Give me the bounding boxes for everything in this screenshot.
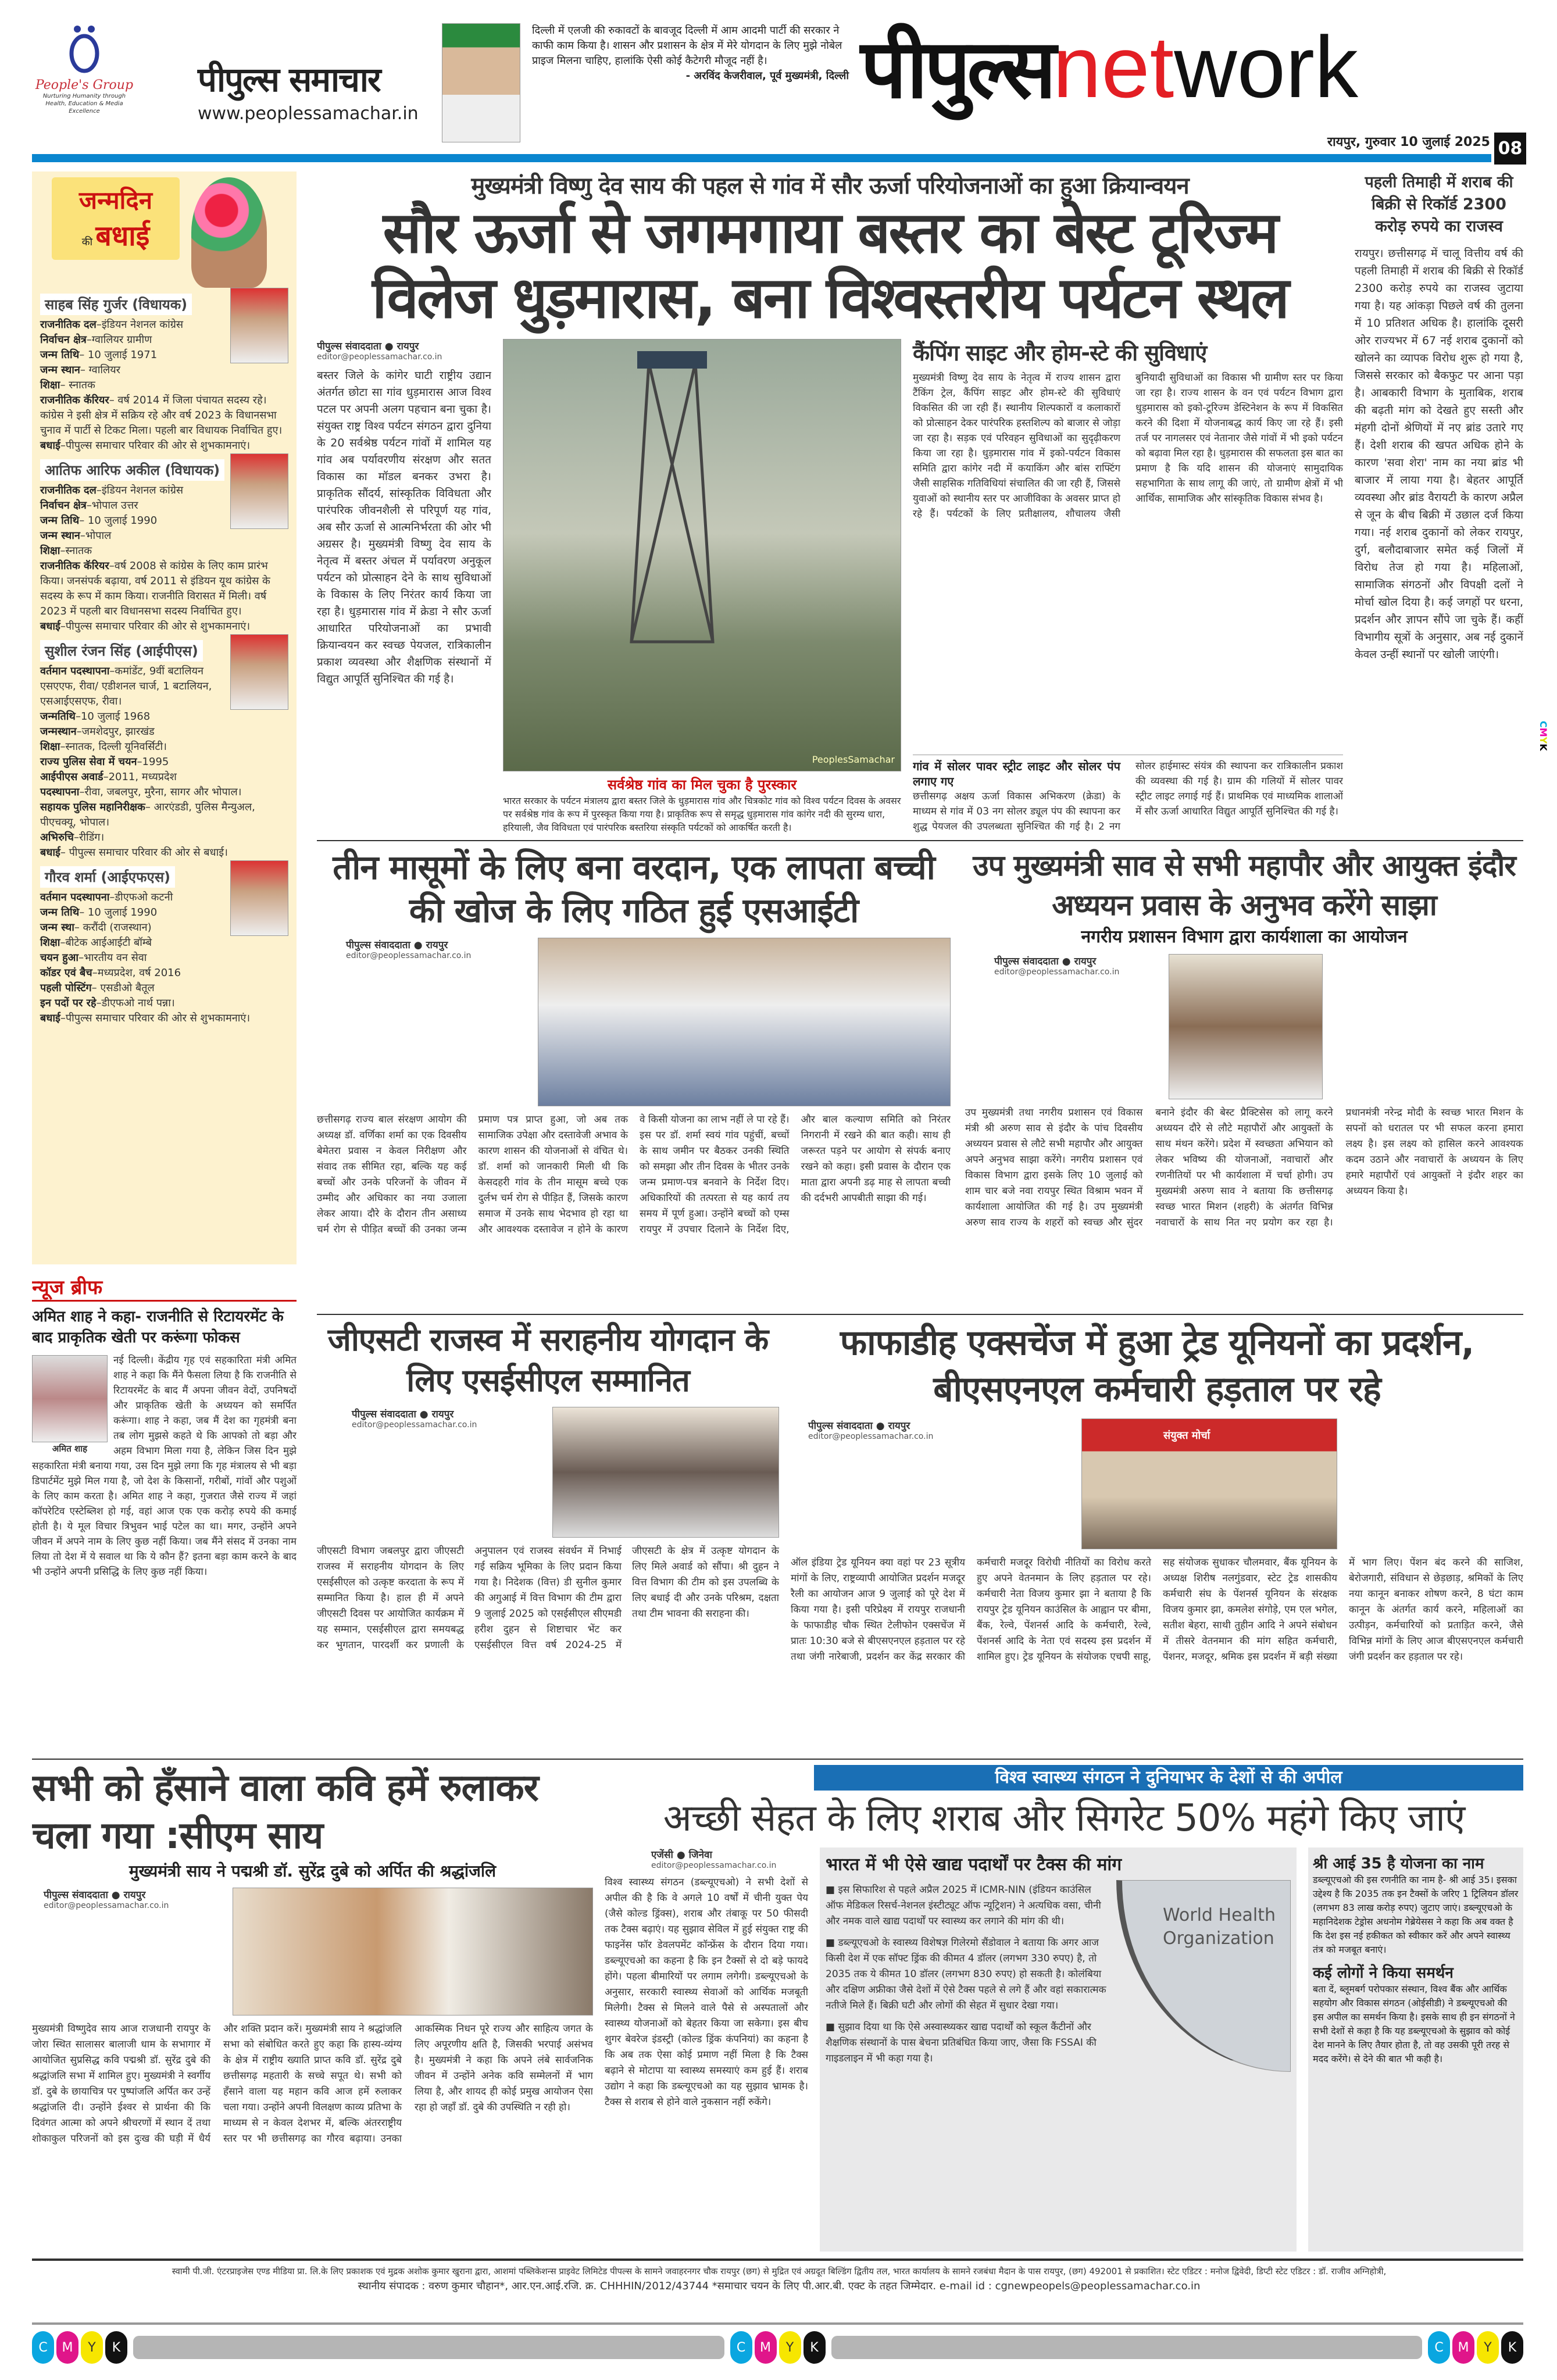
gst-photo — [552, 1407, 779, 1538]
lead-body: बस्तर जिले के कांगेर घाटी राष्ट्रीय उद्यान अंतर्गत छोटा सा गांव धुड़मारास आज विश्व पटल पर अपनी अलग पहचान बना चुका है। संयुक्त राष्ट्र विश्व पर्यटन संगठन द्वारा दुनिया के 20 सर्वश्रेष्ठ पर्यटन गांवों में शामिल यह गांव अब पर्यावरणीय संरक्षण और सतत विकास का मॉडल बनकर उभरा है। प्राकृतिक सौंदर्य, सांस्कृतिक विविधता और पारंपरिक जीवनशैली से परिपूर्ण यह गांव, अब सौर ऊर्जा से आत्मनिर्भरता की ओर भी अग्रसर है। मुख्यमंत्री विष्णु देव साय के नेतृत्व में बस्तर अंचल में पर्यावरण अनुकूल पर्यटन को प्रोत्साहन देने के साथ सुविधाओं के विकास के लिए निरंतर कार्य किया जा रहा है। धुड़मारास गांव में क्रेडा ने सौर ऊर्जा आधारित परियोजनाओं का प्रभावी क्रियान्वयन कर स्वच्छ पेयजल, रात्रिकालीन प्रकाश व्यवस्था और शैक्षणिक संस्थानों में विद्युत आपूर्ति सुनिश्चित की गई है। — [317, 369, 491, 685]
mayor-story — [965, 846, 1523, 1308]
byline-text: पीपुल्स संवाददाता ● रायपुर — [994, 956, 1097, 967]
caption-text: भारत सरकार के पर्यटन मंत्रालय द्वारा बस्तर जिले के धुड़मारास गांव और चित्रकोट गांव को विश्व पर्यटन दिवस के अवसर पर सर्वश्रेष्ठ गांव के रूप में पुरस्कृत किया गया है। प्राकृतिक रूप से समृद्ध धुड़मारास गांव कांगेर नदी की सुरम्य धारा, हरियाली, जैव विविधता एवं पारंपरिक बस्तरिया संस्कृति पर्यटकों को आकर्षित करती है। — [503, 795, 901, 833]
bsnl-story — [791, 1320, 1523, 1753]
lead-sub2-body: छत्तीसगढ़ अक्षय ऊर्जा विकास अभिकरण (क्रेडा) के माध्यम से गांव में 03 नग सोलर ड्यूल पंप की स्थापना कर शुद्ध पेयजल की उपलब्धता सुनिश्चित की गई है। 2 नग सोलर हाईमास्ट संयंत्र की स्थापना कर रात्रिकालीन प्रकाश की व्यवस्था की गई है। ग्राम की गलियों में सोलर पावर स्ट्रीट लाइट लगाई गई हैं। प्राथमिक एवं माध्यमिक शालाओं में सौर ऊर्जा आधारित विद्युत आपूर्ति सुनिश्चित की गई है। — [913, 760, 1343, 832]
sit-headline: तीन मासूमों के लिए बना वरदान, एक लापता बच्ची की खोज के लिए गठित हुई एसआईटी — [333, 848, 935, 930]
group-logo-text: People's Group — [35, 78, 134, 92]
who-box-title: भारत में भी ऐसे खाद्य पदार्थों पर टैक्स की मांग — [826, 1854, 1122, 1875]
reg-m: M — [1538, 727, 1549, 737]
imprint-line-1: स्वामी पी.जी. एंटरप्राइजेस एण्ड मीडिया प्रा. लि.के लिए प्रकाशक एवं मुद्रक अशोक कुमार खुराना द्वारा, आशमां पब्लिकेशन्स प्राइवेट लिमिटेड पीपल्स के सामने जवाहरनगर चौक रायपुर (छग) से मुद्रित एवं अग्रदूत बिल्डिंग द्वितीय तल, भारत कार्यालय के सामने रजबंधा मैदान के पास रायपुर, (छग) 492001 से प्रकाशित। स्टेट एडिटर : मनोज द्विवेदी, डिप्टी स्टेट एडिटर : डॉ. राजीव अग्निहोत्री, — [172, 2266, 1387, 2277]
birthday-line: बधाई–पीपुल्स समाचार परिवार की ओर से शुभकामनाएं। — [40, 439, 251, 452]
birthday-line: जन्म स्था– करौंदी (राजस्थान) — [40, 921, 152, 934]
byline-text: पीपुल्स संवाददाता ● रायपुर — [317, 341, 419, 352]
birthday-entry — [40, 860, 288, 1026]
byline-text: पीपुल्स संवाददाता ● रायपुर — [346, 939, 448, 951]
sit-body — [317, 1112, 951, 1308]
birthday-line: राजनीतिक कॅरियर– वर्ष 2014 में जिला पंचायत सदस्य रहे। कांग्रेस ने इसी क्षेत्र में सक्रिय रहे और वर्ष 2023 के विधानसभा चुनाव में पार्टी से टिकट मिला। पहली बार विधायक निर्वाचित हुए। — [40, 394, 283, 437]
imprint-line-2: स्थानीय संपादक : वरुण कुमार चौहान*, आर.एन.आई.रजि. क्र. CHHHIN/2012/43744 *समाचार चयन के लिए पी.आर.बी. एक्ट के तहत जिम्मेदार. e-mail id : cgnewpeopels@peoplessamachar.co.in — [358, 2280, 1201, 2292]
who-side-title: श्री आई 35 है योजना का नाम — [1313, 1855, 1484, 1872]
byline-email: editor@peoplessamachar.co.in — [352, 1420, 477, 1430]
liquor-story — [1355, 171, 1523, 834]
paper-website: www.peoplessamachar.in — [198, 103, 419, 124]
lead-headline-2: विलेज धुड़मारास, बना विश्वस्तरीय पर्यटन स्थल — [372, 265, 1288, 331]
birthday-line: बधाई–पीपुल्स समाचार परिवार की ओर से शुभकामनाएं। — [40, 620, 251, 632]
group-logo-icon — [67, 23, 102, 76]
dateline: रायपुर, गुरुवार 10 जुलाई 2025 — [1327, 135, 1490, 149]
cmyk-mark: C M Y K — [1428, 2331, 1523, 2364]
birthday-line: बधाई– पीपुल्स समाचार परिवार की ओर से बधाई। — [40, 846, 228, 859]
birthday-line: शिक्षा– स्नातक — [40, 379, 95, 391]
mayor-byline — [965, 954, 1157, 1099]
flower-bouquet-icon — [191, 177, 267, 288]
birthday-line: शिक्षा–बीटेक आईआईटी बॉम्बे — [40, 937, 152, 949]
who-box — [820, 1847, 1297, 2252]
birthday-name: गौरव शर्मा (आईएफएस) — [40, 866, 175, 888]
masthead-hindi: पीपुल्स — [860, 22, 1053, 117]
birthday-title-bottom: बधाई — [95, 220, 150, 252]
paper-logo — [198, 55, 419, 124]
birthday-line: राज्य पुलिस सेवा में चयन–1995 — [40, 756, 169, 768]
who-side-title2: कई लोगों ने किया समर्थन — [1313, 1964, 1454, 1982]
quote-box — [532, 23, 849, 84]
sit-byline — [317, 938, 526, 1106]
birthday-line: इन पदों पर रहे–डीएफओ नार्थ पन्ना। — [40, 997, 175, 1009]
bsnl-headline: फाफाडीह एक्सचेंज में हुआ ट्रेड यूनियनों का प्रदर्शन, बीएसएनएल कर्मचारी हड़ताल पर रहे — [840, 1323, 1474, 1410]
cmyk-side-mark — [1538, 721, 1549, 751]
news-brief — [32, 1273, 297, 1756]
byline-text: पीपुल्स संवाददाता ● रायपुर — [808, 1420, 910, 1432]
birthday-line: जन्मतिथि–10 जुलाई 1968 — [40, 710, 151, 723]
gst-byline — [317, 1407, 541, 1538]
who-headline: अच्छी सेहत के लिए शराब और सिगरेट 50% महंगे किए जाएं — [663, 1797, 1465, 1840]
birthday-line: जन्मस्थान–जमशेदपुर, झारखंड — [40, 726, 155, 738]
birthday-list — [40, 288, 288, 1026]
sit-photo — [538, 938, 951, 1106]
birthday-line: पदस्थापना–रीवा, जबलपुर, मुरैना, सागर और भोपाल। — [40, 786, 242, 798]
who-main-body — [605, 1875, 808, 2252]
birthday-line: बधाई–पीपुल्स समाचार परिवार की ओर से शुभकामनाएं। — [40, 1012, 251, 1024]
caption-title: सर्वश्रेष्ठ गांव का मिल चुका है पुरस्कार — [607, 777, 797, 793]
amit-shah-photo — [32, 1355, 108, 1442]
page-number: 08 — [1494, 133, 1526, 165]
brief-body — [32, 1353, 297, 1756]
birthday-name: साहब सिंह गुर्जर (विधायक) — [40, 294, 192, 315]
liquor-headline: पहली तिमाही में शराब की बिक्री से रिकॉर्ड 2300 करोड़ रुपये का राजस्व — [1365, 173, 1513, 235]
cmyk-mark: C M Y K — [32, 2331, 127, 2364]
bsnl-banner-text: संयुक्त मोर्चा — [1163, 1430, 1210, 1442]
who-box-point: ■ डब्ल्यूएचओ के स्वास्थ्य विशेषज्ञ गिलेरमो सैंडोवाल ने बताया कि अगर आज किसी देश में एक सॉफ्ट ड्रिंक की कीमत 4 डॉलर (लगभग 330 रुपए) है, तो 2035 तक ये कीमत 10 डॉलर (लगभग 830 रुपए) हो सकती है। कोलंबिया और दक्षिण अफ्रीका जैसे देशों में ऐसे टैक्स पहले से लगे हैं और वहां सकारात्मक नतीजे मिले हैं। बिक्री घटी और लोगों की सेहत में सुधार देखा गया। — [826, 1937, 1106, 2011]
birthday-line: जन्म तिथि– 10 जुलाई 1971 — [40, 349, 158, 361]
birthday-name: सुशील रंजन सिंह (आईपीएस) — [40, 640, 203, 662]
birthday-line: कॉडर एवं बैच–मध्यप्रदेश, वर्ष 2016 — [40, 967, 181, 979]
footer-imprint — [35, 2264, 1523, 2295]
birthday-entry — [40, 288, 288, 453]
gst-story — [317, 1320, 779, 1753]
byline-email: editor@peoplessamachar.co.in — [44, 1901, 169, 1910]
birthday-line: शिक्षा–स्नातक, दिल्ली यूनिवर्सिटी। — [40, 741, 167, 753]
lead-caption — [503, 775, 901, 834]
who-banner: विश्व स्वास्थ्य संगठन ने दुनियाभर के देशों से की अपील — [814, 1765, 1523, 1791]
news-brief-label: न्यूज ब्रीफ — [32, 1273, 297, 1302]
who-box-point: ■ इस सिफारिश से पहले अप्रैल 2025 में ICMR-NIN (इंडियन काउंसिल ऑफ मेडिकल रिसर्च-नेशनल इंस्टीट्यूट ऑफ न्यूट्रिशन) ने अत्यधिक वसा, चीनी और नमक वाले खाद्य पदार्थों पर स्वास्थ्य कर लगाने की मांग की थी। — [826, 1884, 1101, 1927]
group-tagline: Nurturing Humanity through Health, Education & Media Excellence — [42, 93, 126, 115]
solar-tower-icon — [503, 340, 901, 665]
blue-band — [32, 154, 1491, 162]
lead-headline-1: सौर ऊर्जा से जगमगाया बस्तर का बेस्ट टूरिज्म — [383, 200, 1277, 266]
birthday-line: चयन हुआ–भारतीय वन सेवा — [40, 952, 147, 964]
birthday-title-mid: की — [81, 236, 93, 248]
bsnl-body-text: ऑल इंडिया ट्रेड यूनियन क्या वहां पर 23 सूत्रीय मांगों के लिए, राष्ट्रव्यापी आयोजित प्रदर्शन मजदूर रैली का आयोजन आज 9 जुलाई को पूरे देश में किया गया है। इसी परिप्रेक्ष्य में रायपुर राजधानी के फाफाडीह चौक स्थित टेलीफोन एक्सचेंज में प्रातः 10:30 बजे से बीएसएनएल हड़ताल पर रहे तथा जंगी नारेबाजी, प्रदर्शन कर केंद्र सरकार की कर्मचारी मजदूर विरोधी नीतियों का विरोध करते हुए अपने वेतनमान के लिए हड़ताल पर रहे। कर्मचारी नेता विजय कुमार झा ने बताया है कि रायपुर ट्रेड यूनियन काउंसिल के आह्वान पर बीमा, बैंक, रेल्वे, पेंशनर्स आदि के कर्मचारी, रेल्वे, पेंशनर्स आदि के नेता एवं सदस्य इस प्रदर्शन में शामिल हुए। ट्रेड यूनियन के संयोजक एचपी साहू, सह संयोजक सुधाकर चौलमवार, बैंक यूनियन के अध्यक्ष शिरीष नलगुंडवार, स्टेट ट्रेड शासकीय कर्मचारी संघ के पेंशनर्स यूनियन के संरक्षक विजय कुमार झा, कमलेश संगोड़े, एम एल भगेल, सतीश बेहरा, साथी तुहीन आदि ने अपने संबोधन में तीसरे वेतनमान की मांग सहित कर्मचारी, पेंशनर, मजदूर, श्रमिक इस प्रदर्शन में बड़ी संख्या में भाग लिए। पेंशन बंद करने की साजिश, बेरोजगारी, संविधान से छेड़छाड़, श्रमिकों के लिए नया कानून बनाकर शोषण करने, 8 घंटा काम कानून के अंतर्गत कार्य करने, महिलाओं का उत्पीड़न, कर्मचारियों को प्रताड़ित करने, जैसे विभिन्न मांगों के लिए आज बीएसएनएल कर्मचारी जंगी प्रदर्शन कर हड़ताल पर रहे। — [791, 1557, 1523, 1663]
who-box-point: ■ सुझाव दिया था कि ऐसे अस्वास्थ्यकर खाद्य पदार्थों को स्कूल कैंटीनों और शैक्षणिक संस्थानों के पास बेचना प्रतिबंधित किया जाए, जैसा कि FSSAI की गाइडलाइन में भी कहा गया है। — [826, 2021, 1097, 2064]
lead-sub2-title: गांव में सोलर पावर स्ट्रीट लाइट और सोलर पंप लगाए गए — [913, 759, 1120, 788]
byline-email: editor@peoplessamachar.co.in — [651, 1861, 777, 1870]
paper-name: पीपुल्स समाचार — [198, 60, 380, 99]
poet-headline: सभी को हँसाने वाला कवि हमें रुलाकर चला गया :सीएम साय — [32, 1767, 538, 1857]
mayor-body — [965, 1105, 1523, 1308]
bsnl-byline — [791, 1418, 1070, 1549]
byline-text: पीपुल्स संवाददाता ● रायपुर — [352, 1409, 454, 1420]
poet-body-text: मुख्यमंत्री विष्णुदेव साय आज राजधानी रायपुर के जोरा स्थित सालासर बालाजी धाम के सभागार में आयोजित सुप्रसिद्ध कवि पद्मश्री डॉ. सुरेंद्र दुबे की श्रद्धांजलि सभा में शामिल हुए। मुख्यमंत्री ने स्वर्गीय डॉ. दुबे के छायाचित्र पर पुष्पांजलि अर्पित कर उन्हें श्रद्धांजलि दी। उन्होंने ईश्वर से प्रार्थना की कि दिवंगत आत्मा को अपने श्रीचरणों में स्थान दें तथा शोकाकुल परिजनों को इस दुःख की घड़ी में धैर्य और शक्ति प्रदान करें। मुख्यमंत्री साय ने श्रद्धांजलि सभा को संबोधित करते हुए कहा कि हास्य-व्यंग्य के क्षेत्र में राष्ट्रीय ख्याति प्राप्त कवि डॉ. सुरेंद्र दुबे छत्तीसगढ़ महतारी के सच्चे सपूत थे। सभी को हँसाने वाला यह महान कवि आज हमें रुलाकर चला गया। उन्होंने अपनी विलक्षण काव्य प्रतिभा के माध्यम से न केवल देशभर में, बल्कि अंतरराष्ट्रीय स्तर पर भी छत्तीसगढ़ का गौरव बढ़ाया। उनका आकस्मिक निधन पूरे राज्य और साहित्य जगत के लिए अपूरणीय क्षति है, जिसकी भरपाई असंभव है। मुख्यमंत्री ने कहा कि अपने लंबे सार्वजनिक जीवन में उन्होंने अनेक कवि सम्मेलनों में भाग लिया है, और शायद ही कोई प्रमुख आयोजन ऐसा रहा हो जहाँ डॉ. दुबे की उपस्थिति न रही हो। — [32, 2023, 593, 2145]
gst-body-text: जीएसटी विभाग जबलपुर द्वारा जीएसटी राजस्व में सराहनीय योगदान के लिए एसईसीएल को उत्कृष्ट करदाता के रूप में सम्मानित किया है। हाल ही में अपने जीएसटी दिवस पर आयोजित कार्यक्रम में यह सम्मान, एसईसीएल द्वारा समयबद्ध कर भुगतान, पारदर्शी कर प्रणाली के अनुपालन एवं राजस्व संवर्धन में निभाई गई सक्रिय भूमिका के लिए प्रदान किया गया है। निदेशक (वित्त) डी सुनील कुमार की अगुआई में वित्त विभाग की टीम द्वारा 9 जुलाई 2025 को एसईसीएल सीएमडी हरीश दुहन से शिष्टाचार भेंट कर एसईसीएल वित्त वर्ष 2024-25 में जीएसटी के क्षेत्र में उत्कृष्ट योगदान के लिए मिले अवार्ड को सौंपा। श्री दुहन ने वित्त विभाग की टीम को इस उपलब्धि के लिए बधाई दी और उनके परिश्रम, दक्षता तथा टीम भावना की सराहना की। — [317, 1545, 779, 1651]
poet-subhead: मुख्यमंत्री साय ने पद्मश्री डॉ. सुरेंद्र दुबे को अर्पित की श्रद्धांजलि — [128, 1861, 497, 1881]
birthday-entry — [40, 453, 288, 634]
birthday-line: आईपीएस अवार्ड–2011, मध्यप्रदेश — [40, 771, 177, 783]
birthday-column — [32, 171, 297, 1264]
who-side — [1308, 1847, 1523, 2252]
masthead-net: net — [1052, 18, 1174, 116]
mayor-body-text: उप मुख्यमंत्री तथा नगरीय प्रशासन एवं विकास मंत्री श्री अरुण साव से इंदौर के पांच दिवसीय अध्ययन प्रवास से लौटे सभी महापौर और आयुक्त अपने अनुभव साझा करेंगे। नगरीय प्रशासन एवं विकास विभाग द्वारा इसके लिए 10 जुलाई को शाम चार बजे नवा रायपुर स्थित विश्राम भवन में कार्यशाला आयोजित की गई है। उप मुख्यमंत्री अरुण साव राज्य के शहरों को स्वच्छ और सुंदर बनाने इंदौर की बेस्ट प्रैक्टिसेस को लागू करने अध्ययन दौरे से लौटे महापौरों और आयुक्तों के साथ मंथन करेंगे। प्रदेश में स्वच्छता अभियान को लेकर भविष्य की योजनाओं, नवाचारों और रणनीतियों पर भी कार्यशाला में चर्चा होगी। उप मुख्यमंत्री अरुण साव ने बताया कि छत्तीसगढ़ स्वच्छ भारत मिशन (शहरी) के अंतर्गत विभिन्न नवाचारों के साथ नित नए प्रयोग कर रहा है। प्रधानमंत्री नरेन्द्र मोदी के स्वच्छ भारत मिशन के सपनों को धरातल पर भी सफल करना हमारा लक्ष्य है। इस लक्ष्य को हासिल करने आवश्यक कदम उठाने और नवाचारों के अध्ययन के लिए हमारे महापौरों एवं आयुक्तों ने इंदौर शहर का अध्ययन किया है। — [965, 1107, 1523, 1228]
birthday-line: पहली पोस्टिंग– एसडीओ बैतूल — [40, 982, 155, 994]
amit-shah-figure — [32, 1355, 108, 1455]
group-logo — [35, 23, 134, 140]
byline-email: editor@peoplessamachar.co.in — [808, 1432, 934, 1441]
lead-photo — [503, 339, 901, 771]
birthday-line: जन्म स्थान–भोपाल — [40, 530, 112, 542]
reg-y: Y — [1538, 737, 1549, 744]
birthday-photo — [230, 288, 288, 363]
registration-strip — [32, 2331, 1523, 2364]
bsnl-body — [791, 1555, 1523, 1753]
birthday-line: राजनीतिक दल–इंडियन नेशनल कांग्रेस — [40, 484, 184, 496]
who-side-body: डब्ल्यूएचओ की इस रणनीति का नाम है- श्री आई 35। इसका उद्देश्य है कि 2035 तक इन टैक्सों के जरिए 1 ट्रिलियन डॉलर (लगभग 83 लाख करोड़ रुपए) जुटाए जाएं। डब्ल्यूएचओ के महानिदेशक टेड्रोस अधनोम गेब्रेयेसस ने कहा कि अब वक्त है कि देश इस नई हकीकत को स्वीकार करें और अपने स्वास्थ्य तंत्र को मजबूत बनाएं। — [1313, 1874, 1519, 1955]
reg-k: K — [1538, 744, 1549, 751]
photo-credit: PeoplesSamachar — [812, 754, 895, 765]
byline-email: editor@peoplessamachar.co.in — [317, 352, 442, 362]
birthday-line: वर्तमान पदस्थापना–कमांडेंट, 9वीं बटालियन एसएएफ, रीवा/ एडीशनल चार्ज, 1 बटालियन, एसआईएसएफ, रीवा। — [40, 665, 212, 707]
who-photo-text: World Health Organization — [1163, 1905, 1276, 1949]
lead-sub1-body: मुख्यमंत्री विष्णु देव साय के नेतृत्व में राज्य शासन द्वारा टैंकिंग ट्रेल, कैंपिंग साइट और होम-स्टे की सुविधाएं विकसित की जा रही हैं। स्थानीय शिल्पकारों व कलाकारों को प्रोत्साहन देकर पारंपरिक हस्तशिल्प को बाजार से जोड़ा जा रहा है। सड़क एवं परिवहन सुविधाओं का सुदृढ़ीकरण किया जा रहा है। धुड़मारास गांव में इको-पर्यटन विकास समिति द्वारा कांगेर नदी में कयाकिंग और बांस राफ्टिंग जैसी साहसिक गतिविधियां संचालित की जा रही हैं, जिससे युवाओं को स्थानीय स्तर पर आजीविका के अवसर प्राप्त हो रहे हैं। पर्यटकों के लिए प्रतीक्षालय, शौचालय जैसी बुनियादी सुविधाओं का विकास भी ग्रामीण स्तर पर किया जा रहा है। राज्य शासन के वन एवं पर्यटन विभाग द्वारा धुड़मारास को इको-टूरिज्म डेस्टिनेशन के रूप में विकसित करने की दिशा में योजनाबद्ध कार्य किए जा रहे हैं। इसी तर्ज पर नागलसर एवं नेतानार जैसे गांवों में भी इको पर्यटन को बढ़ावा मिल रहा है। धुड़मारास की सफलता इस बात का प्रमाण है कि यदि शासन की योजनाएं सामुदायिक सहभागिता के साथ लागू की जाएं, तो ग्रामीण क्षेत्रों में भी आर्थिक, सामाजिक और सांस्कृतिक विकास संभव है। — [913, 372, 1343, 520]
birthday-line: वर्तमान पदस्थापना–डीएफओ कटनी — [40, 891, 173, 903]
birthday-line: अभिरुचि–रीडिंग। — [40, 831, 105, 844]
who-byline — [605, 1847, 808, 1870]
birthday-line: निर्वाचन क्षेत्र–भोपाल उत्तर — [40, 499, 138, 512]
poet-body — [32, 2021, 593, 2253]
who-side-body2: बता दें, ब्लूमबर्ग परोपकार संस्थान, विश्व बैंक और आर्थिक सहयोग और विकास संगठन (ओईसीडी) ने डब्ल्यूएचओ की इस अपील का समर्थन किया है। इसके साथ ही इन संगठनों ने सभी देशों से कहा है कि यह डब्ल्यूएचओ के सुझाव को कोई देश मानने के लिए तैयार होता है, तो वह उसकी पूरी तरह से मदद करेंगे। से देने की बात भी कही है। — [1313, 1984, 1515, 2064]
liquor-body: रायपुर। छत्तीसगढ़ में चालू वित्तीय वर्ष की पहली तिमाही में शराब की बिक्री से रिकॉर्ड 2300 करोड़ रुपये का राजस्व जुटाया गया है। यह आंकड़ा पिछले वर्ष की तुलना में 10 प्रतिशत अधिक है। हालांकि दूसरी ओर राज्यभर में 67 नई शराब दुकानों को खोलने का व्यापक विरोध शुरू हो गया है, जिससे सरकार को बैकफुट पर आना पड़ा है। आबकारी विभाग के मुताबिक, शराब की बढ़ती मांग को देखते हुए सस्ती और मंहगी दोनों श्रेणियों में नए ब्रांड उतारे गए हैं। देशी शराब की खपत अधिक होने के कारण 'सवा शेरा' नाम का नया ब्रांड भी बाजार में लाया गया है। बेहतर आपूर्ति व्यवस्था और ब्रांड वैरायटी के कारण अप्रैल से जून के बीच बिक्री में उछाल दर्ज किया गया। नई शराब दुकानों को लेकर रायपुर, दुर्ग, बलौदाबाजार समेत कई जिलों में विरोध तेज हो गया है। महिलाओं, सामाजिक संगठनों और विपक्षी दलों ने मोर्चा खोल दिया है। कई जगहों पर धरना, प्रदर्शन और ज्ञापन सौंपे जा चुके हैं। कहीं विभागीय सूत्रों के अनुसार, अब नई दुकानें केवल उन्हीं स्थानों पर खोली जाएंगी। — [1355, 247, 1523, 661]
lead-sub1-title: कैंपिंग साइट और होम-स्टे की सुविधाएं — [913, 340, 1207, 366]
lead-kicker: मुख्यमंत्री विष्णु देव साय की पहल से गांव में सौर ऊर्जा परियोजनाओं का हुआ क्रियान्वयन — [471, 173, 1189, 199]
birthday-line: जन्म तिथि– 10 जुलाई 1990 — [40, 906, 158, 919]
lead-byline — [317, 339, 491, 362]
birthday-line: सहायक पुलिस महानिरीक्षक– आरएंडडी, पुलिस मैन्युअल, पीएचक्यू, भोपाल। — [40, 801, 255, 828]
brief-headline: अमित शाह ने कहा- राजनीति से रिटायरमेंट के बाद प्राकृतिक खेती पर करूंगा फोकस — [32, 1308, 284, 1346]
brief-photo-caption: अमित शाह — [52, 1443, 88, 1454]
lead-story — [317, 171, 1343, 834]
lead-sub2 — [913, 755, 1343, 834]
birthday-line: राजनीतिक कॅरियर–वर्ष 2008 से कांग्रेस के लिए काम प्रारंभ किया। जनसंपर्क बढ़ाया, वर्ष 2011 से इंडियन यूथ कांग्रेस के सदस्य के रूप में काम किया। राजनीति विरासत में मिली। वर्ष 2023 में पहली बार विधानसभा सदस्य निर्वाचित हुए। — [40, 560, 270, 617]
sit-story — [317, 846, 951, 1308]
byline-email: editor@peoplessamachar.co.in — [994, 967, 1120, 977]
who-story — [605, 1795, 1523, 2252]
birthday-name: आतिफ आरिफ अकील (विधायक) — [40, 459, 224, 481]
birthday-line: जन्म स्थान– ग्वालियर — [40, 364, 121, 376]
birthday-photo — [230, 634, 288, 710]
byline-text: पीपुल्स संवाददाता ● रायपुर — [44, 1889, 146, 1901]
birthday-line: निर्वाचन क्षेत्र–ग्वालियर ग्रामीण — [40, 334, 152, 346]
poet-photo — [233, 1888, 593, 2016]
birthday-line: शिक्षा–स्नातक — [40, 545, 92, 557]
mayor-subhead: नगरीय प्रशासन विभाग द्वारा कार्यशाला का आयोजन — [1081, 927, 1408, 947]
byline-email: editor@peoplessamachar.co.in — [346, 951, 472, 960]
byline-text: एजेंसी ● जिनेवा — [651, 1849, 712, 1861]
birthday-title-top: जन्मदिन — [78, 186, 153, 215]
cmyk-mark: C M Y K — [730, 2331, 826, 2364]
bsnl-photo — [1081, 1418, 1337, 1549]
gst-headline: जीएसटी राजस्व में सराहनीय योगदान के लिए एसईसीएल सम्मानित — [327, 1321, 769, 1399]
reg-c: C — [1538, 721, 1549, 728]
gst-body — [317, 1543, 779, 1753]
mayor-photo — [1169, 954, 1323, 1099]
birthday-line: जन्म तिथि– 10 जुलाई 1990 — [40, 514, 158, 527]
mayor-headline: उप मुख्यमंत्री साव से सभी महापौर और आयुक्त इंदौर अध्ययन प्रवास के अनुभव करेंगे साझा — [973, 849, 1516, 922]
poet-byline — [32, 1888, 221, 2016]
birthday-title — [52, 177, 180, 260]
poet-story — [32, 1764, 593, 2253]
masthead-work: work — [1174, 18, 1358, 116]
brief-body-text: नई दिल्ली। केंद्रीय गृह एवं सहकारिता मंत्री अमित शाह ने कहा कि मैंने फैसला लिया है कि राजनीति से रिटायरमेंट के बाद मैं अपना जीवन वेदों, उपनिषदों और प्राकृतिक खेती के अध्ययन को समर्पित करूंगा। शाह ने कहा, जब मैं देश का गृहमंत्री बना तब लोग मुझसे कहते थे कि आपको तो बड़ा और अहम विभाग मिला गया है, लेकिन जिस दिन मुझे सहकारिता मंत्री बनाया गया, उस दिन मुझे लगा कि गृह मंत्रालय से भी बड़ा डिपार्टमेंट मुझे मिल गया है, जो देश के किसानों, गरीबों, गांवों और पशुओं के लिए काम करता है। अमित शाह ने कहा, गुजरात जैसे राज्य में जहां कॉपरेटिव एस्टेब्लिश हो गई, वहां आज एक एक करोड़ रुपये की कमाई होती है। ये मूल विचार त्रिभुवन भाई पटेल का था। मगर, उन्होंने अपने जीवन में अपने नाम के लिए कुछ नहीं किया। जब मैंने संसद में उनका नाम लिया तो देश में ये सवाल था कि ये कौन हैं? इतना बड़ा काम करने के बाद भी उन्होंने अपनी प्रसिद्धि के लिए कुछ नहीं किया। — [32, 1355, 297, 1578]
birthday-entry — [40, 634, 288, 860]
quote-author: - अरविंद केजरीवाल, पूर्व मुख्यमंत्री, दिल्ली — [685, 70, 849, 82]
birthday-photo — [230, 453, 288, 529]
birthday-line: राजनीतिक दल–इंडियन नेशनल कांग्रेस — [40, 319, 184, 331]
birthday-photo — [230, 860, 288, 936]
masthead — [860, 18, 1358, 117]
quote-text: दिल्ली में एलजी की रुकावटों के बावजूद दिल्ली में आम आदमी पार्टी की सरकार ने काफी काम किया है। शासन और प्रशासन के क्षेत्र में मेरे योगदान के लिए मुझे नोबेल प्राइज मिलना चाहिए, हालांकि ऐसी कोई कैटेगरी मौजूद नहीं है। — [532, 24, 842, 67]
kejriwal-photo — [442, 23, 520, 142]
sit-body-text: छत्तीसगढ़ राज्य बाल संरक्षण आयोग की अध्यक्ष डॉ. वर्णिका शर्मा का एक दिवसीय बेमेतरा प्रवास न केवल निरीक्षण और संवाद तक सीमित रहा, बल्कि यह कई बच्चों और उनके परिजनों के जीवन में उम्मीद और अधिकार का नया उजाला लेकर आया। दौरे के दौरान तीन असाध्य चर्म रोग से पीड़ित बच्चों की उनका जन्म प्रमाण पत्र प्राप्त हुआ, जो अब तक सामाजिक उपेक्षा और दस्तावेजी अभाव के कारण शासन की योजनाओं से वंचित थे। डॉ. शर्मा को जानकारी मिली थी कि केसदहरी गांव के तीन मासूम बच्चे एक दुर्लभ चर्म रोग से पीड़ित हैं, जिसके कारण समाज में उनके साथ भेदभाव हो रहा था और आवश्यक दस्तावेज न होने के कारण वे किसी योजना का लाभ नहीं ले पा रहे हैं। इस पर डॉ. शर्मा स्वयं गांव पहुंचीं, बच्चों के साथ जमीन पर बैठकर उनकी स्थिति को समझा और तीन दिवस के भीतर उनके जन्म प्रमाण-पत्र बनवाने के निर्देश दिए। अधिकारियों की तत्परता से यह कार्य तय समय में पूर्ण हुआ। उन्होंने बच्चों को एम्स रायपुर में उपचार दिलाने के निर्देश दिए, और बाल कल्याण समिति को निरंतर निगरानी में रखने की बात कही। साथ ही जरूरत पड़ने पर आयोग से संपर्क बनाए रखने को कहा। इसी प्रवास के दौरान एक माता द्वारा अपनी डढ़ माह से लापता बच्ची की दर्दभरी आपबीती साझा की गई। — [317, 1114, 951, 1235]
who-body-text: विश्व स्वास्थ्य संगठन (डब्ल्यूएचओ) ने सभी देशों से अपील की है कि वे अगले 10 वर्षों में चीनी युक्त पेय (जैसे कोल्ड ड्रिंक्स), शराब और तंबाकू पर 50 फीसदी तक टैक्स बढ़ाएं। यह सुझाव सेविल में हुई संयुक्त राष्ट्र की फाइनेंस फॉर डेवलपमेंट कॉन्फ्रेंस के दौरान दिया गया। डब्ल्यूएचओ का कहना है कि इन टैक्सों से दो बड़े फायदे होंगे। पहला बीमारियों पर लगाम लगेगी। डब्ल्यूएचओ के अनुसार, सरकारी स्वास्थ्य सेवाओं को आर्थिक मजबूती मिलेगी। टैक्स से मिलने वाले पैसे से अस्पतालों और स्वास्थ्य योजनाओं को बेहतर किया जा सकेगा। इस बीच शुगर बेवरेज इंडस्ट्री (कोल्ड ड्रिंक कंपनियां) का कहना है कि अब तक ऐसा कोई प्रमाण नहीं मिला है कि टैक्स बढ़ाने से मोटापा या स्वास्थ्य समस्याएं कम हुई हैं। शराब उद्योग ने कहा कि डब्ल्यूएचओ का यह सुझाव भ्रामक है। टैक्स से शराब से होने वाले नुकसान नहीं रुकेंगे। — [605, 1877, 808, 2108]
